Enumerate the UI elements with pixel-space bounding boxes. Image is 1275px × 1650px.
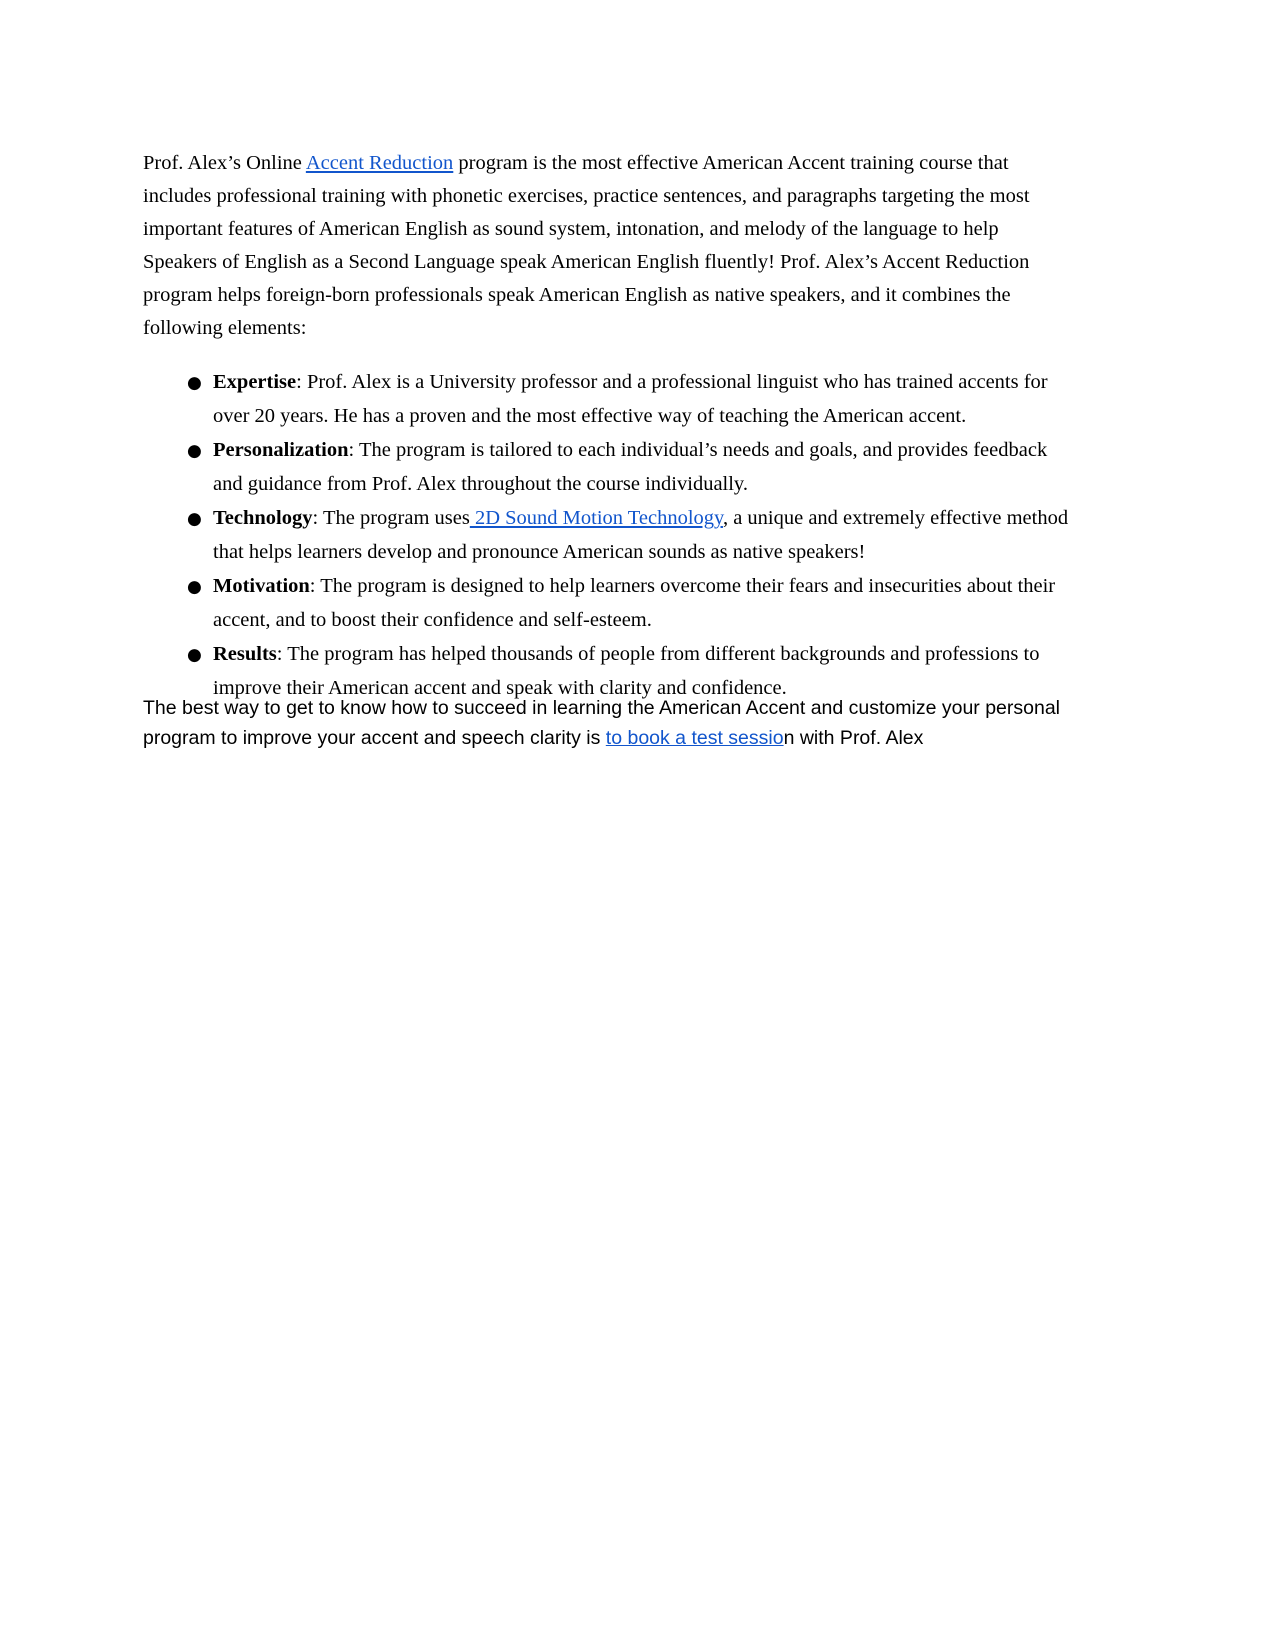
text-segment: The best way to get to know how to succeed in learning the American Accent and customize your personal program to improve your accent and speech clarity is (143, 697, 1061, 749)
text-segment: , a unique and extremely effective method that helps learners develop and pronounce American sounds as native speakers! (213, 507, 1069, 563)
list-item (143, 366, 1073, 434)
text-segment: Prof. Alex’s Online (143, 152, 306, 174)
list-item-text (213, 371, 1048, 427)
intro-paragraph (143, 147, 1073, 345)
text-segment: : The program has helped thousands of people from different backgrounds and professions to improve their American accent and speak with clarity and confidence. (213, 643, 1040, 699)
text-segment: Personalization (213, 439, 349, 461)
text-segment: Technology (213, 507, 313, 529)
text-segment: : The program is tailored to each individual’s needs and goals, and provides feedback and guidance from Prof. Alex throughout the course individually. (213, 439, 1048, 495)
list-item-text (213, 507, 1068, 563)
bullet-icon: ● (187, 509, 202, 529)
text-segment: Expertise (213, 371, 297, 393)
text-segment: program is the most effective American Accent training course that includes professional training with phonetic exercises, practice sentences, and paragraphs targeting the most important features of American English as sound system, intonation, and melody of the language to help Speakers of English as a Second Language speak American English fluently! Prof. Alex’s Accent Reduction program helps foreign-born professionals speak American English as native speakers, and it combines the following elements: (143, 152, 1030, 339)
accent-reduction-link[interactable]: Accent Reduction (305, 152, 454, 174)
list-item (143, 502, 1073, 570)
text-segment: : The program is designed to help learners overcome their fears and insecurities about their accent, and to boost their confidence and self-esteem. (213, 575, 1056, 631)
list-item-text (213, 439, 1047, 495)
document-page (143, 147, 1133, 753)
text-segment: Results (213, 643, 277, 665)
book-test-session-link[interactable]: to book a test sessio (605, 727, 784, 749)
bullet-icon: ● (187, 373, 202, 393)
list-item (143, 638, 1073, 706)
bullet-icon: ● (187, 577, 202, 597)
sound-motion-technology-link[interactable]: 2D Sound Motion Technology (469, 507, 723, 529)
text-segment: n with Prof. Alex (783, 727, 924, 749)
list-item (143, 434, 1073, 502)
text-segment: : The program uses (312, 507, 470, 529)
text-segment: : Prof. Alex is a University professor and a professional linguist who has trained accents for over 20 years. He has a proven and the most effective way of teaching the American accent. (213, 371, 1048, 427)
bullet-icon: ● (187, 441, 202, 461)
feature-list (143, 366, 1073, 706)
bullet-icon: ● (187, 645, 202, 665)
list-item-text (213, 643, 1039, 699)
list-item (143, 570, 1073, 638)
list-item-text (213, 575, 1055, 631)
text-segment: Motivation (213, 575, 310, 597)
